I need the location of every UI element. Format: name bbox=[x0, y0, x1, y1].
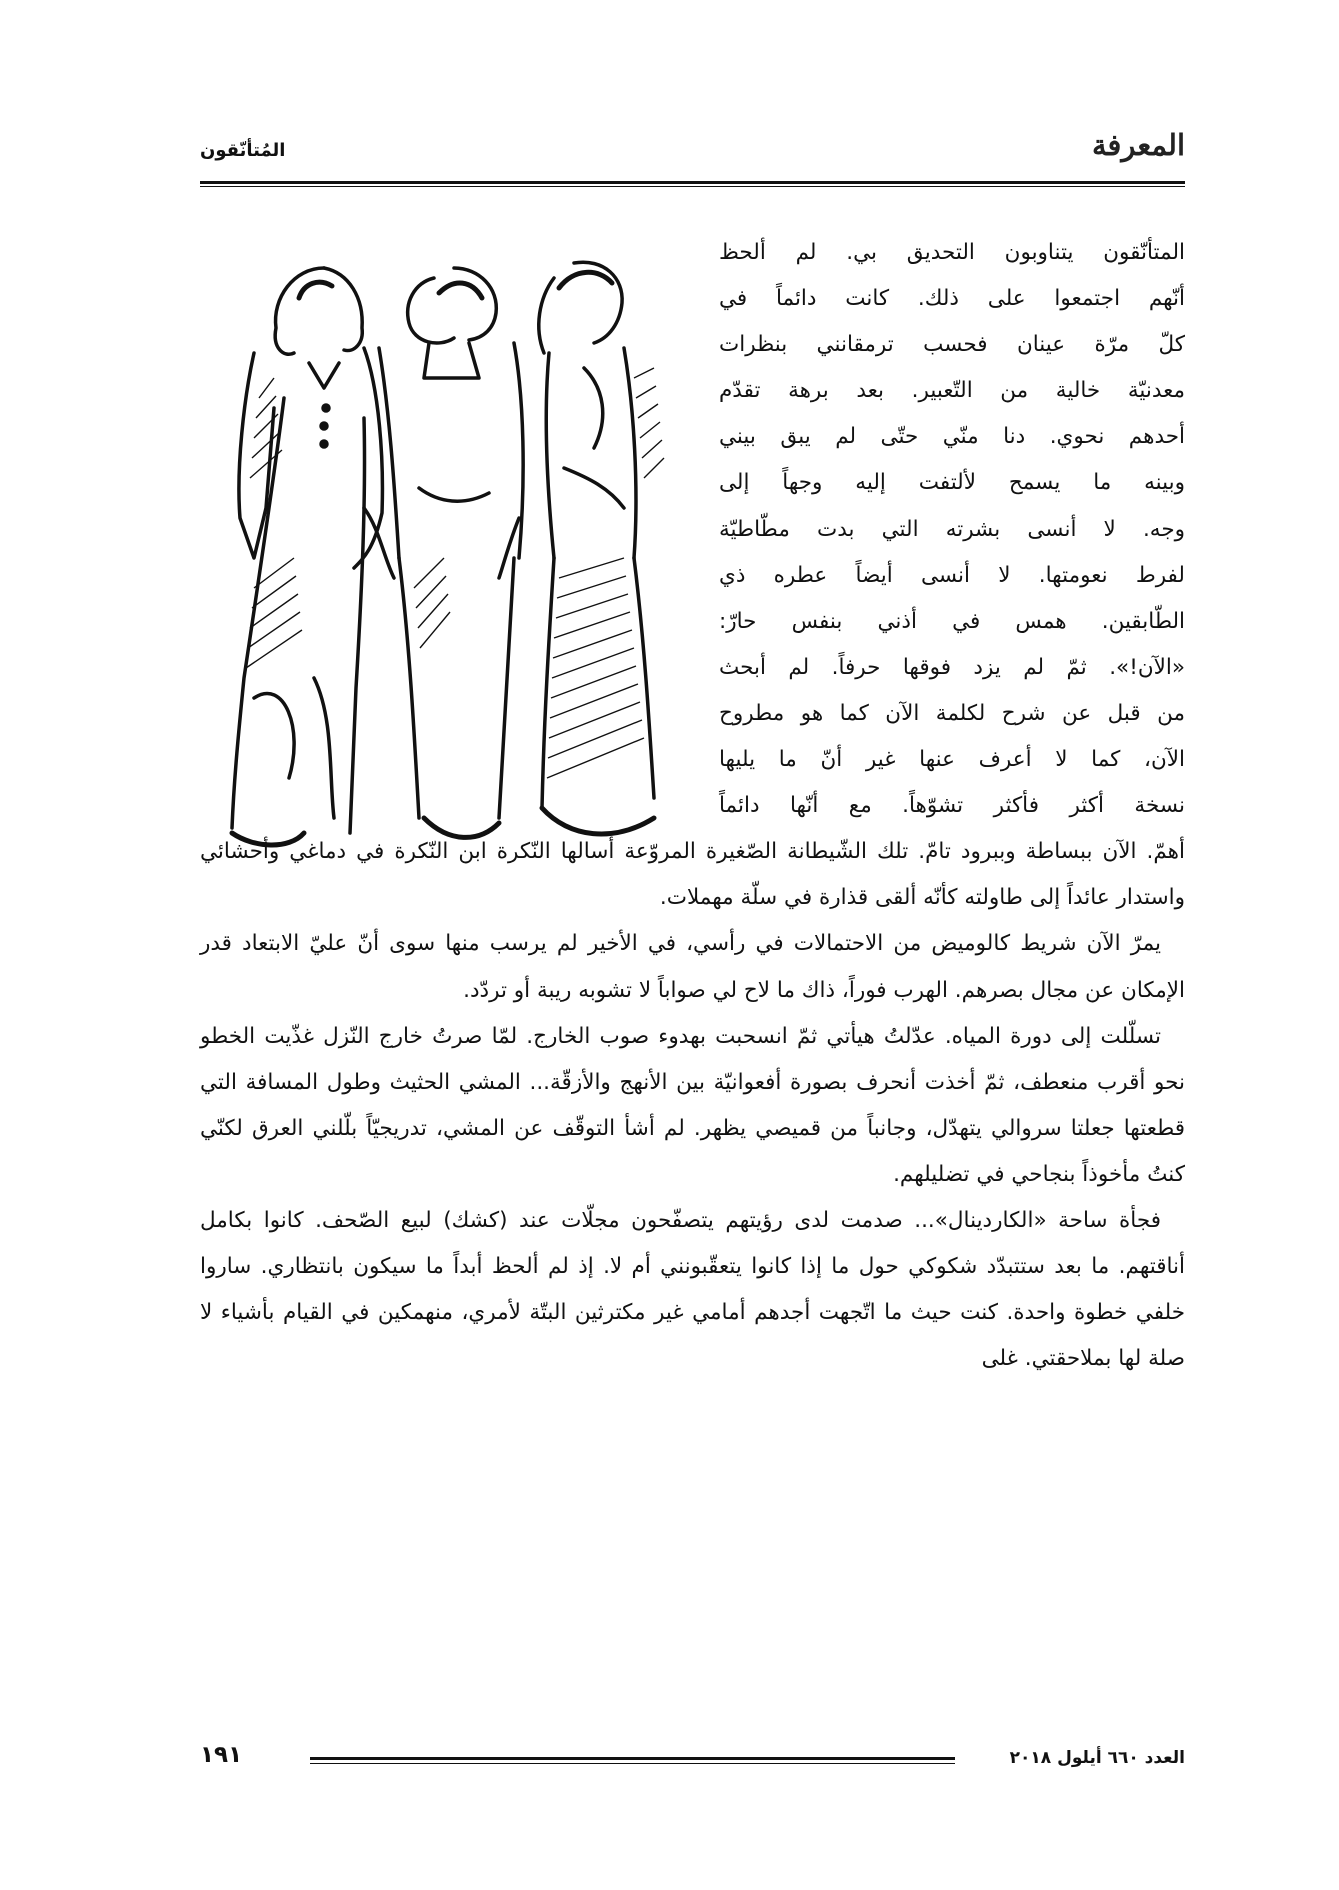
body-line: كلّ مرّة عينان فحسب ترمقانني بنظرات bbox=[719, 332, 1185, 358]
page-number: ١٩١ bbox=[200, 1742, 243, 1768]
body-line: وجه. لا أنسى بشرته التي بدت مطّاطيّة bbox=[719, 516, 1185, 542]
body-line: وبينه ما يسمح لألتفت إليه وجهاً إلى bbox=[719, 470, 1185, 496]
body-line: لفرط نعومتها. لا أنسى أيضاً عطره ذي bbox=[719, 562, 1185, 588]
body-line: معدنيّة خالية من التّعبير. بعد برهة تقدّم bbox=[719, 378, 1185, 404]
body-line: نسخة أكثر فأكثر تشوّهاً. مع أنّها دائماً bbox=[719, 793, 1185, 819]
body-line: «الآن!». ثمّ لم يزد فوقها حرفاً. لم أبحث bbox=[719, 654, 1185, 680]
paragraph: أهمّ. الآن ببساطة وببرود تامّ. تلك الشّيطانة الصّغيرة المروّعة أسالها النّكرة ابن النّكرة في دماغي وأحشائي واستدار عائداً إلى طاولته كأنّه ألقى قذارة في سلّة مهملات. bbox=[200, 839, 1185, 911]
footer-rule bbox=[310, 1757, 955, 1764]
body-line: الطّابقين. همس في أذني بنفس حارّ: bbox=[719, 608, 1185, 634]
paragraph: فجأة ساحة «الكاردينال»... صدمت لدى رؤيتهم يتصفّحون مجلّات عند (كشك) لبيع الصّحف. كانوا بكامل أناقتهم. ما بعد ستتبدّد شكوكي حول ما إذا كانوا يتعقّبونني أم لا. إذ لم ألحظ أبداً ما سيكون بانتظاري. ساروا خلفي خطوة واحدة. كنت حيث ما اتّجهت أجدهم أمامي غير مكترثين البتّة لأمري، منهمكين في القيام بأشياء لا صلة لها بملاحقتي. غلى bbox=[200, 1207, 1185, 1372]
magazine-logo: المعرفة bbox=[1091, 128, 1185, 162]
paragraph: تسلّلت إلى دورة المياه. عدّلتُ هيأتي ثمّ انسحبت بهدوء صوب الخارج. لمّا صرتُ خارج النّزل غذّيت الخطو نحو أقرب منعطف، ثمّ أخذت أنحرف بصورة أفعوانيّة بين الأنهج والأزقّة... المشي الحثيث وطول المسافة التي قطعتها جعلتا سروالي يتهدّل، وجانباً من قميصي يظهر. لم أشأ التوقّف عن المشي، تدريجيّاً بلّلني العرق لكنّي كنتُ مأخوذاً بنجاحي في تضليلهم. bbox=[200, 1023, 1185, 1187]
header-rule bbox=[200, 181, 1185, 187]
running-title: المُتأنّقون bbox=[200, 140, 286, 161]
paragraph: يمرّ الآن شريط كالوميض من الاحتمالات في رأسي، في الأخير لم يرسب منها سوى أنّ عليّ الابتعاد قدر الإمكان عن مجال بصرهم. الهرب فوراً، ذاك ما لاح لي صواباً لا تشوبه ريبة أو تردّد. bbox=[200, 931, 1185, 1003]
page-header bbox=[200, 118, 1185, 174]
body-line: من قبل عن شرح لكلمة الآن كما هو مطروح bbox=[719, 700, 1185, 726]
article-body bbox=[200, 230, 1185, 1382]
body-line: أحدهم نحوي. دنا منّي حتّى لم يبق بيني bbox=[719, 424, 1185, 450]
text-beside-illustration bbox=[719, 230, 1185, 829]
body-line: أنّهم اجتمعوا على ذلك. كانت دائماً في bbox=[719, 286, 1185, 312]
body-line: الآن، كما لا أعرف عنها غير أنّ ما يليها bbox=[719, 747, 1185, 773]
page-footer bbox=[200, 1740, 1185, 1780]
issue-info: العدد ٦٦٠ أيلول ٢٠١٨ bbox=[1009, 1748, 1185, 1768]
body-line: المتأنّقون يتناوبون التحديق بي. لم ألحظ bbox=[719, 240, 1185, 265]
